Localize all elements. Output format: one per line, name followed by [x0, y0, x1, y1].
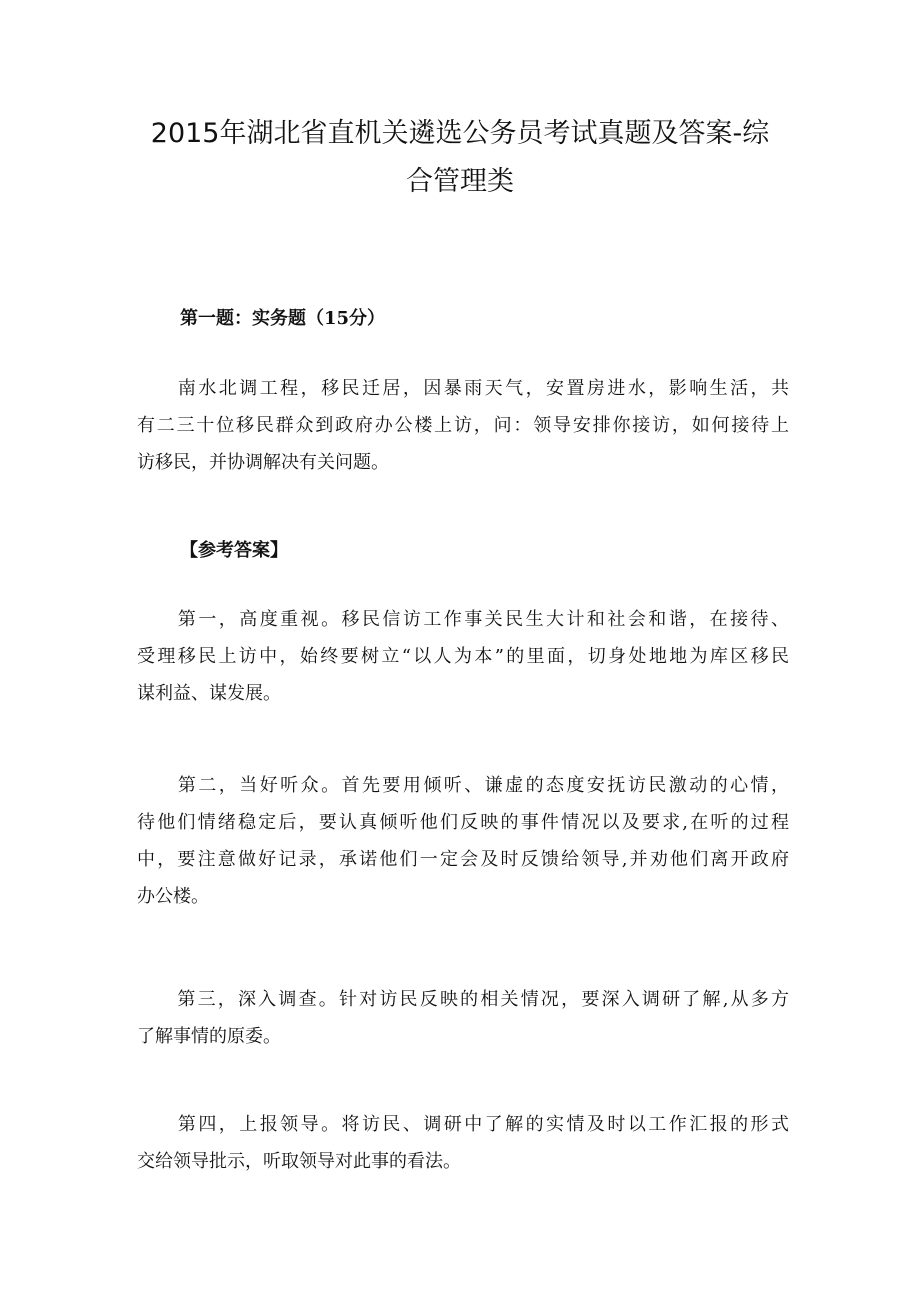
answer-paragraph-1 — [137, 601, 789, 712]
document-title-line-1: 2015年湖北省直机关遴选公务员考试真题及答案-综 — [150, 118, 770, 149]
paragraph-line: 第四，上报领导。将访民、调研中了解的实情及时以工作汇报的形式 — [137, 1114, 789, 1135]
paragraph-line: 待他们情绪稳定后，要认真倾听他们反映的事件情况以及要求,在听的过程 — [137, 812, 789, 833]
paragraph-line: 谋利益、谋发展。 — [137, 683, 281, 704]
paragraph-line: 中，要注意做好记录，承诺他们一定会及时反馈给领导,并劝他们离开政府 — [137, 849, 789, 870]
answer-paragraph-2 — [137, 767, 789, 915]
paragraph-line: 访移民，并协调解决有关问题。 — [137, 452, 389, 473]
question-paragraph — [137, 370, 789, 481]
paragraph-line: 南水北调工程，移民迁居，因暴雨天气，安置房进水，影响生活，共 — [137, 378, 789, 399]
paragraph-line: 第一，高度重视。移民信访工作事关民生大计和社会和谐，在接待、 — [137, 609, 789, 630]
paragraph-line: 有二三十位移民群众到政府办公楼上访，问：领导安排你接访，如何接待上 — [137, 415, 789, 436]
paragraph-line: 交给领导批示，听取领导对此事的看法。 — [137, 1151, 461, 1172]
document-title-line-2: 合管理类 — [406, 166, 514, 197]
answer-heading: 【参考答案】 — [180, 540, 288, 561]
answer-paragraph-3 — [137, 981, 789, 1055]
document-title — [120, 110, 800, 206]
paragraph-line: 办公楼。 — [137, 886, 209, 907]
paragraph-line: 第二，当好听众。首先要用倾听、谦虚的态度安抚访民激动的心情， — [137, 775, 789, 796]
paragraph-line: 第三，深入调查。针对访民反映的相关情况，要深入调研了解,从多方 — [137, 989, 789, 1010]
paragraph-line: 受理移民上访中，始终要树立“以人为本”的里面，切身处地地为库区移民 — [137, 646, 789, 667]
answer-paragraph-4 — [137, 1106, 789, 1180]
paragraph-line: 了解事情的原委。 — [137, 1026, 281, 1047]
section-heading: 第一题：实务题（15分） — [180, 308, 386, 329]
